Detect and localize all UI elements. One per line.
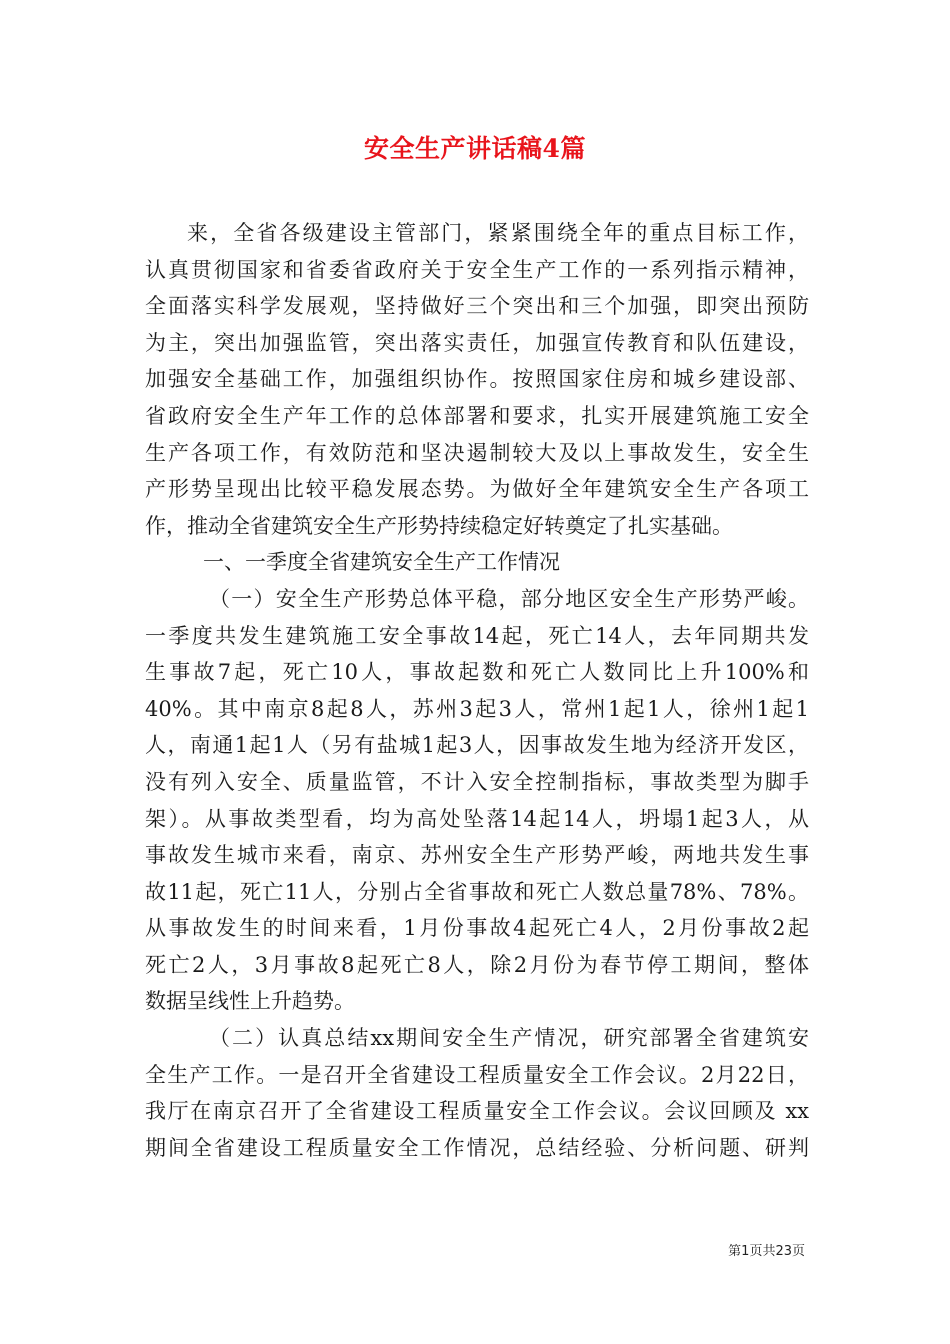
text-line: 加强安全基础工作，加强组织协作。按照国家住房和城乡建设部、 [145,367,809,392]
section-heading: 一、一季度全省建筑安全生产工作情况 [203,550,560,575]
text-line: 产形势呈现出比较平稳发展态势。为做好全年建筑安全生产各项工 [145,477,809,502]
text-line: 事故发生城市来看，南京、苏州安全生产形势严峻，两地共发生事 [145,843,809,868]
text-line: 死亡2人，3月事故8起死亡8人，除2月份为春节停工期间，整体 [145,952,809,977]
text-line: 为主，突出加强监管，突出落实责任，加强宣传教育和队伍建设， [145,330,809,355]
text-line: 架）。从事故类型看，均为高处坠落14起14人，坍塌1起3人，从 [145,806,809,831]
text-line: 一季度共发生建筑施工安全事故14起，死亡14人，去年同期共发 [145,623,809,648]
text-line: 期间全省建设工程质量安全工作情况，总结经验、分析问题、研判 [145,1135,809,1160]
text-line: 从事故发生的时间来看，1月份事故4起死亡4人，2月份事故2起 [145,916,809,941]
text-line: 来，全省各级建设主管部门，紧紧围绕全年的重点目标工作， [187,221,809,245]
text-line: 生事故7起，死亡10人，事故起数和死亡人数同比上升100%和 [145,660,809,685]
text-line: 全生产工作。一是召开全省建设工程质量安全工作会议。2月22日， [145,1062,809,1087]
text-line: 全面落实科学发展观，坚持做好三个突出和三个加强，即突出预防 [145,294,809,319]
text-line: 我厅在南京召开了全省建设工程质量安全工作会议。会议回顾及 xx [145,1099,809,1124]
text-line: 人，南通1起1人（另有盐城1起3人，因事故发生地为经济开发区， [145,733,809,758]
text-line: 没有列入安全、质量监管，不计入安全控制指标，事故类型为脚手 [145,769,809,794]
text-line: （二）认真总结xx期间安全生产情况，研究部署全省建筑安 [209,1026,809,1051]
document-body [145,215,809,1166]
text-line: （一）安全生产形势总体平稳，部分地区安全生产形势严峻。 [209,586,809,611]
page-number-footer: 第1页共23页 [728,1244,805,1259]
text-line: 数据呈线性上升趋势。 [145,989,355,1014]
text-line: 故11起，死亡11人，分别占全省事故和死亡人数总量78%、78%。 [145,879,809,904]
document-title: 安全生产讲话稿4篇 [364,134,586,163]
text-line: 40%。其中南京8起8人，苏州3起3人，常州1起1人，徐州1起1 [145,696,809,721]
text-line: 作，推动全省建筑安全生产形势持续稳定好转奠定了扎实基础。 [145,513,733,538]
text-line: 认真贯彻国家和省委省政府关于安全生产工作的一系列指示精神， [145,257,809,282]
text-line: 生产各项工作，有效防范和坚决遏制较大及以上事故发生，安全生 [145,440,809,465]
text-line: 省政府安全生产年工作的总体部署和要求，扎实开展建筑施工安全 [145,403,809,428]
